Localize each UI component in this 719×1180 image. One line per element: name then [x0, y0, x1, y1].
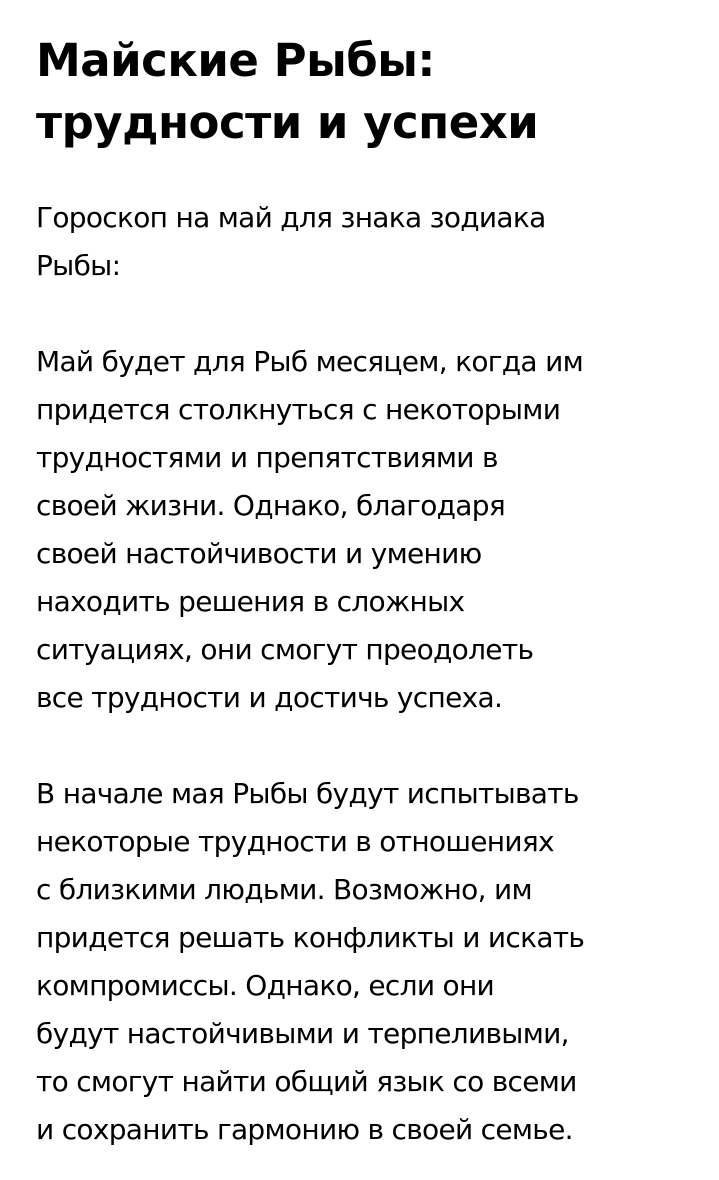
paragraph-line: будут настойчивыми и терпеливыми,: [36, 1017, 569, 1050]
article-title: [36, 30, 706, 154]
paragraph-line: некоторые трудности в отношениях: [36, 825, 554, 858]
paragraph-line: своей жизни. Однако, благодаря: [36, 489, 505, 522]
paragraph-line: ситуациях, они смогут преодолеть: [36, 633, 534, 666]
paragraph-line: и сохранить гармонию в своей семье.: [36, 1113, 573, 1146]
paragraph-line: все трудности и достичь успеха.: [36, 681, 503, 714]
article: [36, 30, 706, 1154]
paragraph-line: придется решать конфликты и искать: [36, 921, 585, 954]
paragraph-line: находить решения в сложных: [36, 585, 465, 618]
paragraph-2: [36, 770, 706, 1154]
intro-line: Рыбы:: [36, 249, 121, 282]
title-line: Майские Рыбы:: [36, 34, 435, 87]
paragraph-line: Май будет для Рыб месяцем, когда им: [36, 345, 583, 378]
paragraph-line: придется столкнуться с некоторыми: [36, 393, 561, 426]
paragraph-1: [36, 338, 706, 722]
paragraph-line: В начале мая Рыбы будут испытывать: [36, 777, 579, 810]
paragraph-line: своей настойчивости и умению: [36, 537, 482, 570]
paragraph-line: то смогут найти общий язык со всеми: [36, 1065, 577, 1098]
intro-text: [36, 194, 706, 290]
paragraph-line: с близкими людьми. Возможно, им: [36, 873, 532, 906]
paragraph-line: компромиссы. Однако, если они: [36, 969, 495, 1002]
paragraph-line: трудностями и препятствиями в: [36, 441, 498, 474]
title-line: трудности и успехи: [36, 96, 539, 149]
intro-line: Гороскоп на май для знака зодиака: [36, 201, 546, 234]
